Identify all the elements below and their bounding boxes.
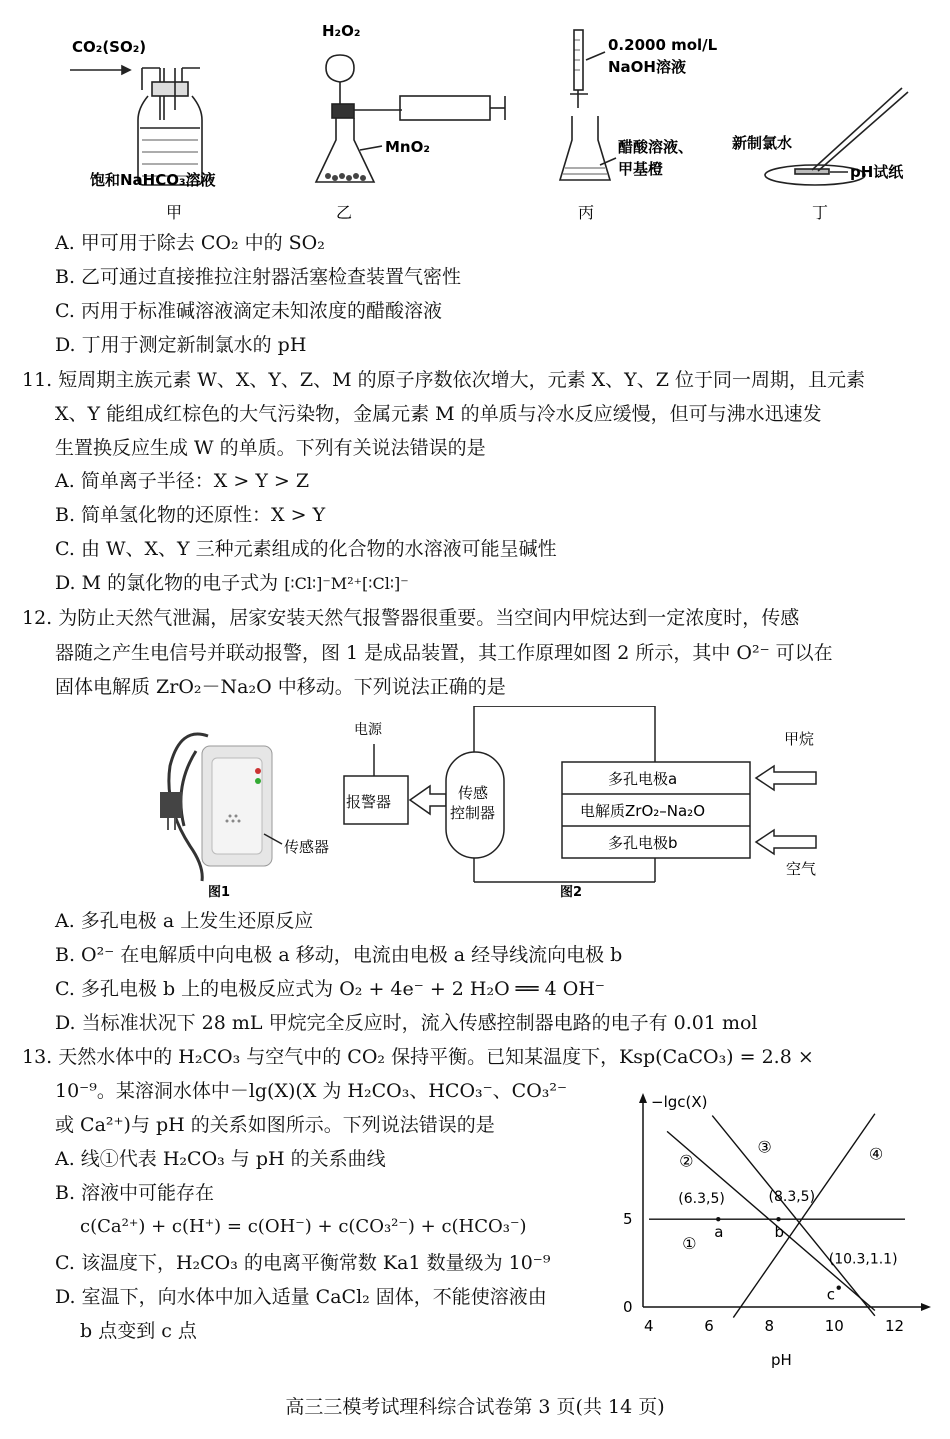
yi-apparatus — [316, 55, 505, 182]
yi-reagent-inside: MnO₂ — [385, 138, 430, 156]
q12-stem-line2: 器随之产生电信号并联动报警，图 1 是成品装置，其工作原理如图 2 所示，其中 O²⁻ 可以在 — [55, 642, 833, 664]
y-axis-label: −lgc(X) — [651, 1093, 708, 1111]
q11-option-d — [55, 570, 409, 597]
point-label-b: b — [774, 1223, 785, 1242]
q11-stem-line3: 生置换反应生成 W 的单质。下列有关说法错误的是 — [55, 437, 486, 459]
jia-name: 甲 — [166, 203, 183, 222]
power-label: 电源 — [354, 722, 382, 738]
series-label-1: ① — [682, 1234, 697, 1254]
q11-option-d-prefix: D. M 的氯化物的电子式为 — [55, 572, 279, 594]
q10-option-c: C. 丙用于标准碱溶液滴定未知浓度的醋酸溶液 — [55, 300, 442, 322]
bing-flask-line1: 醋酸溶液、 — [618, 138, 694, 156]
bing-titrant-line2: NaOH溶液 — [608, 58, 686, 76]
x-tick-label-12: 12 — [884, 1317, 905, 1335]
q12-stem-line3: 固体电解质 ZrO₂－Na₂O 中移动。下列说法正确的是 — [55, 676, 506, 698]
q13-option-d-line1: D. 室温下，向水体中加入适量 CaCl₂ 固体，不能使溶液由 — [55, 1286, 547, 1308]
q13-stem-line3: 或 Ca²⁺)与 pH 的关系如图所示。下列说法错误的是 — [55, 1114, 495, 1136]
series-line-3 — [712, 1116, 875, 1316]
x-tick-label-8: 8 — [764, 1317, 775, 1335]
point-b — [776, 1217, 780, 1221]
q12-option-b: B. O²⁻ 在电解质中向电极 a 移动，电流由电极 a 经导线流向电极 b — [55, 944, 623, 966]
alarm-box-label: 报警器 — [346, 793, 392, 811]
q10-option-d: D. 丁用于测定新制氯水的 pH — [55, 334, 307, 356]
q11-option-b: B. 简单氢化物的还原性：X > Y — [55, 504, 326, 526]
q13-option-c: C. 该温度下，H₂CO₃ 的电离平衡常数 Ka1 数量级为 10⁻⁹ — [55, 1252, 551, 1274]
q13-option-d-line2: b 点变到 c 点 — [80, 1320, 197, 1342]
ding-name: 丁 — [812, 203, 829, 222]
q11-option-a: A. 简单离子半径：X > Y > Z — [55, 470, 310, 492]
controller-label-1: 传感 — [458, 784, 489, 802]
series-line-4 — [733, 1114, 875, 1318]
ding-paper-label: pH试纸 — [850, 163, 904, 181]
q12-option-d: D. 当标准状况下 28 mL 甲烷完全反应时，流入传感控制器电路的电子有 0.01 mol — [55, 1012, 758, 1034]
point-c — [837, 1285, 841, 1289]
point-a — [716, 1217, 720, 1221]
bing-name: 丙 — [578, 203, 595, 222]
fig2-label: 图2 — [560, 885, 583, 900]
point-label-c: c — [826, 1285, 835, 1304]
bing-titrant-line1: 0.2000 mol/L — [608, 36, 718, 54]
controller-label-2: 控制器 — [450, 804, 496, 822]
air-label: 空气 — [786, 860, 817, 878]
x-tick-label-10: 10 — [824, 1317, 844, 1335]
jia-solution-label: 饱和NaHCO₃溶液 — [90, 171, 216, 189]
q13-stem-line1: 13. 天然水体中的 H₂CO₃ 与空气中的 CO₂ 保持平衡。已知某温度下，Ksp(CaCO₃) = 2.8 × — [22, 1046, 814, 1068]
yi-name: 乙 — [336, 203, 353, 222]
electrolyte-label: 电解质ZrO₂–Na₂O — [580, 802, 705, 820]
bing-flask-line2: 甲基橙 — [618, 160, 664, 178]
methane-label: 甲烷 — [784, 730, 815, 748]
x-axis-arrow — [921, 1303, 931, 1311]
q10-option-a: A. 甲可用于除去 CO₂ 中的 SO₂ — [55, 232, 325, 254]
yi-reagent-top: H₂O₂ — [322, 22, 361, 40]
q13-option-b-line1: B. 溶液中可能存在 — [55, 1182, 215, 1204]
jia-gas-label: CO₂(SO₂) — [72, 38, 147, 56]
q12-option-c: C. 多孔电极 b 上的电极反应式为 O₂ + 4e⁻ + 2 H₂O ══ 4 OH⁻ — [55, 978, 605, 1000]
chart-marks — [623, 1114, 905, 1335]
x-tick-label-4: 4 — [644, 1317, 654, 1335]
page-footer: 高三三模考试理科综合试卷第 3 页(共 14 页) — [285, 1396, 665, 1418]
electrode-a-label: 多孔电极a — [608, 770, 678, 788]
y-tick-label-0: 0 — [623, 1298, 633, 1316]
q12-option-a: A. 多孔电极 a 上发生还原反应 — [55, 910, 314, 932]
x-tick-label-6: 6 — [704, 1317, 714, 1335]
q11-stem-line2: X、Y 能组成红棕色的大气污染物，金属元素 M 的单质与冷水反应缓慢，但可与沸水迅速发 — [55, 403, 822, 425]
fig1-label: 图1 — [208, 885, 231, 900]
q11-option-d-formula: [∶Cl∶]⁻M²⁺[∶Cl∶]⁻ — [284, 574, 409, 593]
figure12 — [160, 706, 830, 902]
q11-stem-line1: 11. 短周期主族元素 W、X、Y、Z、M 的原子序数依次增大，元素 X、Y、Z 位于同一周期，且元素 — [22, 369, 865, 391]
y-axis-arrow — [639, 1093, 647, 1103]
point-annotation-c: (10.3,1.1) — [828, 1251, 898, 1268]
pH-chart-svg — [605, 1085, 935, 1375]
pH-chart — [605, 1085, 935, 1375]
apparatus-figure — [60, 0, 920, 225]
point-label-a: a — [714, 1223, 724, 1242]
electrode-b-label: 多孔电极b — [608, 834, 678, 852]
point-annotation-b: (8.3,5) — [768, 1189, 816, 1206]
q13-stem-line2: 10⁻⁹。某溶洞水体中－lg(X)(X 为 H₂CO₃、HCO₃⁻、CO₃²⁻ — [55, 1080, 568, 1102]
q12-stem-line1: 12. 为防止天然气泄漏，居家安装天然气报警器很重要。当空间内甲烷达到一定浓度时，传感 — [22, 607, 800, 629]
q13-option-b-line2: c(Ca²⁺) + c(H⁺) = c(OH⁻) + c(CO₃²⁻) + c(HCO₃⁻) — [80, 1216, 527, 1237]
series-label-3: ③ — [757, 1137, 772, 1157]
figure12-drawing — [160, 706, 830, 902]
jia-apparatus — [70, 66, 202, 185]
series-label-2: ② — [679, 1151, 694, 1171]
q11-option-c: C. 由 W、X、Y 三种元素组成的化合物的水溶液可能呈碱性 — [55, 538, 557, 560]
y-tick-label-5: 5 — [623, 1210, 633, 1229]
series-label-4: ④ — [868, 1144, 884, 1164]
point-annotation-a: (6.3,5) — [678, 1191, 725, 1208]
q13-option-a: A. 线①代表 H₂CO₃ 与 pH 的关系曲线 — [55, 1148, 386, 1170]
sensor-label: 传感器 — [284, 838, 330, 856]
q10-option-b: B. 乙可通过直接推拉注射器活塞检查装置气密性 — [55, 266, 462, 288]
ding-water-label: 新制氯水 — [732, 134, 793, 152]
apparatus-drawing — [60, 0, 920, 225]
x-axis-label: pH — [771, 1351, 792, 1369]
